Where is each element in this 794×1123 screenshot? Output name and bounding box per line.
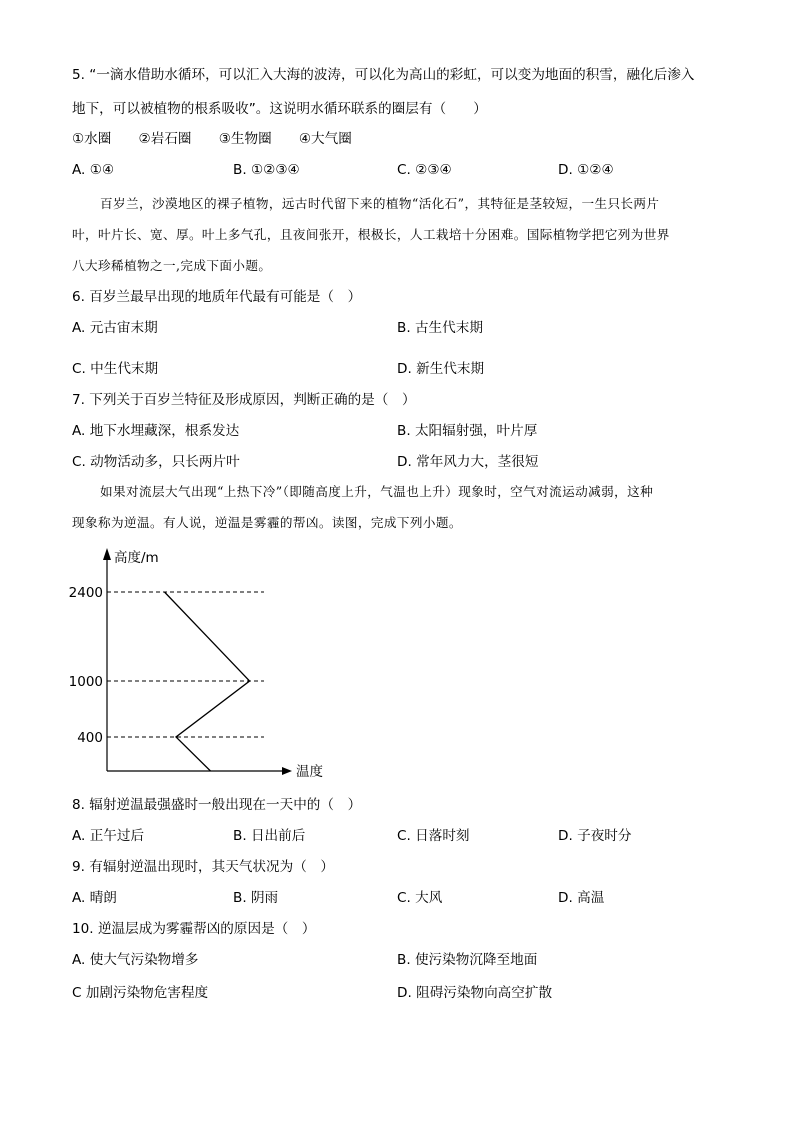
q6-stem: 6. 百岁兰最早出现的地质年代最有可能是（ ） bbox=[72, 289, 362, 305]
y-tick-label-1000: 1000 bbox=[68, 674, 103, 690]
q5-stem-line1: 5. “一滴水借助水循环，可以汇入大海的波涛，可以化为高山的彩虹，可以变为地面的积雪，融化后渗入 bbox=[72, 67, 695, 83]
q6-option-c: C. 中生代末期 bbox=[72, 361, 159, 377]
passage-plant-line3: 八大珍稀植物之一,完成下面小题。 bbox=[72, 258, 272, 273]
q7-option-b: B. 太阳辐射强，叶片厚 bbox=[397, 423, 538, 439]
q10-stem: 10. 逆温层成为雾霾帮凶的原因是（ ） bbox=[72, 921, 316, 937]
q7-stem: 7. 下列关于百岁兰特征及形成原因，判断正确的是（ ） bbox=[72, 392, 416, 408]
q9-option-a: A. 晴朗 bbox=[72, 890, 117, 906]
q8-option-c: C. 日落时刻 bbox=[397, 828, 470, 844]
chart-series bbox=[165, 592, 250, 771]
passage-plant-line1: 百岁兰，沙漠地区的裸子植物，远古时代留下来的植物“活化石”，其特征是茎较短，一生只长两片 bbox=[100, 196, 660, 211]
y-axis-arrow bbox=[103, 548, 111, 560]
q10-option-d: D. 阻碍污染物向高空扩散 bbox=[397, 985, 553, 1001]
q9-stem: 9. 有辐射逆温出现时，其天气状况为（ ） bbox=[72, 859, 334, 875]
chart-axes bbox=[103, 548, 292, 775]
q10-option-a: A. 使大气污染物增多 bbox=[72, 952, 199, 968]
q6-option-d: D. 新生代末期 bbox=[397, 361, 485, 377]
passage-plant-line2: 叶，叶片长、宽、厚。叶上多气孔，且夜间张开，根极长，人工栽培十分困难。国际植物学把它列为世界 bbox=[72, 227, 670, 242]
q8-option-b: B. 日出前后 bbox=[233, 828, 306, 844]
q10-option-c: C 加剧污染物危害程度 bbox=[72, 985, 209, 1001]
q8-option-d: D. 子夜时分 bbox=[558, 828, 632, 844]
chart-y-axis-label: 高度/m bbox=[114, 550, 159, 566]
passage-inversion-line2: 现象称为逆温。有人说，逆温是雾霾的帮凶。读图，完成下列小题。 bbox=[72, 515, 462, 530]
q9-option-d: D. 高温 bbox=[558, 890, 605, 906]
q10-option-b: B. 使污染物沉降至地面 bbox=[397, 952, 538, 968]
q6-option-b: B. 古生代末期 bbox=[397, 320, 483, 336]
q5-option-d: D. ①②④ bbox=[558, 162, 614, 178]
passage-inversion-line1: 如果对流层大气出现“上热下冷”（即随高度上升，气温也上升）现象时，空气对流运动减弱，这种 bbox=[100, 484, 654, 499]
q8-option-a: A. 正午过后 bbox=[72, 828, 145, 844]
chart-tick-labels bbox=[69, 585, 103, 746]
q9-option-c: C. 大风 bbox=[397, 890, 443, 906]
inversion-chart bbox=[60, 540, 360, 790]
q9-option-b: B. 阴雨 bbox=[233, 890, 279, 906]
q7-option-d: D. 常年风力大，茎很短 bbox=[397, 454, 539, 470]
q7-option-c: C. 动物活动多，只长两片叶 bbox=[72, 454, 240, 470]
q5-spheres: ①水圈 ②岩石圈 ③生物圈 ④大气圈 bbox=[72, 131, 352, 147]
y-tick-label-2400: 2400 bbox=[68, 585, 103, 601]
q7-option-a: A. 地下水埋藏深，根系发达 bbox=[72, 423, 240, 439]
q5-option-b: B. ①②③④ bbox=[233, 162, 300, 178]
y-tick-label-400: 400 bbox=[77, 730, 103, 746]
temperature-profile-line bbox=[165, 592, 250, 771]
x-axis-arrow bbox=[282, 767, 292, 775]
q6-option-a: A. 元古宙末期 bbox=[72, 320, 158, 336]
chart-x-axis-label: 温度 bbox=[296, 764, 323, 780]
q5-stem-line2: 地下，可以被植物的根系吸收”。这说明水循环联系的圈层有（ ） bbox=[72, 101, 487, 117]
q5-option-a: A. ①④ bbox=[72, 162, 115, 178]
q5-option-c: C. ②③④ bbox=[397, 162, 452, 178]
q8-stem: 8. 辐射逆温最强盛时一般出现在一天中的（ ） bbox=[72, 797, 362, 813]
